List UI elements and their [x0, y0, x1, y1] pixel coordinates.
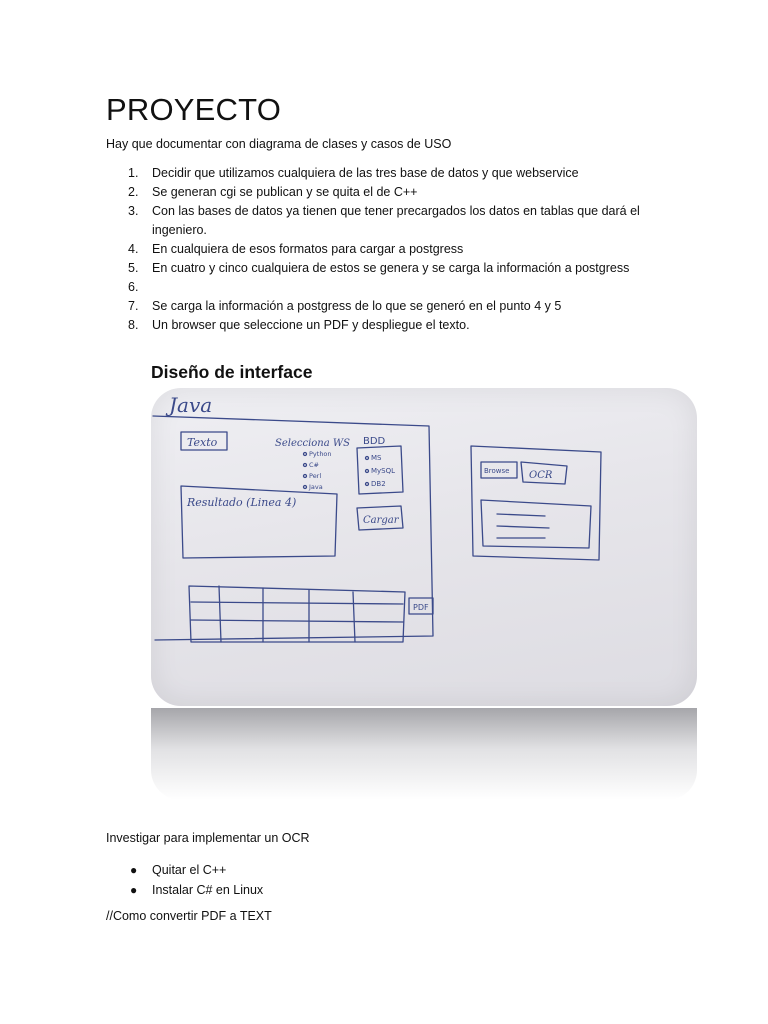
- list-item: [106, 202, 666, 240]
- sketch-java-label: Java: [169, 393, 213, 417]
- bullet-text: Quitar el C++: [152, 863, 227, 877]
- photo-reflection: [151, 708, 697, 800]
- sketch-ws-option: Perl: [309, 472, 322, 480]
- svg-text:Texto: Texto: [187, 436, 218, 449]
- list-number: 6.: [128, 280, 139, 294]
- list-number: 7.: [128, 299, 139, 313]
- list-item: [106, 259, 666, 278]
- list-number: 4.: [128, 242, 139, 256]
- list-number: 8.: [128, 318, 139, 332]
- list-text: [152, 280, 155, 294]
- bullet-list: [106, 860, 263, 900]
- sketch-ws-option: Python: [309, 450, 332, 458]
- list-item: [106, 240, 666, 259]
- list-item: [106, 316, 666, 335]
- svg-text:Browse: Browse: [484, 467, 510, 475]
- document-title: PROYECTO: [106, 92, 282, 127]
- sketch-bdd-label: BDD: [363, 436, 386, 447]
- list-item: [106, 297, 666, 316]
- svg-text:Cargar: Cargar: [363, 515, 399, 526]
- list-text: Con las bases de datos ya tienen que tener precargados los datos en tablas que dará el ingeniero.: [152, 204, 640, 237]
- list-text: Se generan cgi se publican y se quita el de C++: [152, 185, 418, 199]
- sketch-bdd-option: MS: [371, 454, 382, 462]
- section-heading: Diseño de interface: [151, 362, 313, 382]
- svg-text:OCR: OCR: [529, 470, 553, 481]
- list-text: Un browser que seleccione un PDF y despliegue el texto.: [152, 318, 470, 332]
- list-text: En cualquiera de esos formatos para cargar a postgress: [152, 242, 464, 256]
- list-text: Decidir que utilizamos cualquiera de las tres base de datos y que webservice: [152, 166, 579, 180]
- sketch-bdd-option: DB2: [371, 480, 386, 488]
- sketch-ws-label: Selecciona WS: [275, 438, 351, 449]
- svg-text:PDF: PDF: [413, 603, 429, 612]
- whiteboard-sketch: [151, 388, 697, 706]
- document-subtitle: Hay que documentar con diagrama de clases y casos de USO: [106, 137, 452, 151]
- comment-text: //Como convertir PDF a TEXT: [106, 909, 272, 923]
- list-text: Se carga la información a postgress de lo que se generó en el punto 4 y 5: [152, 299, 562, 313]
- list-item: [106, 183, 666, 202]
- sketch-table: [189, 586, 405, 642]
- list-number: 5.: [128, 261, 139, 275]
- list-text: En cuatro y cinco cualquiera de estos se genera y se carga la información a postgress: [152, 261, 630, 275]
- sketch-bdd-option: MySQL: [371, 467, 396, 475]
- bullet-item: [106, 880, 263, 900]
- bullet-icon: ●: [130, 863, 138, 877]
- list-item: [106, 278, 666, 297]
- sketch-ocr-text-area: [481, 500, 591, 548]
- whiteboard-photo: [151, 388, 697, 706]
- investigate-text: Investigar para implementar un OCR: [106, 831, 310, 845]
- bullet-icon: ●: [130, 883, 138, 897]
- steps-list: [106, 164, 666, 335]
- bullet-item: [106, 860, 263, 880]
- list-item: [106, 164, 666, 183]
- list-number: 2.: [128, 185, 139, 199]
- list-number: 3.: [128, 204, 139, 218]
- bullet-text: Instalar C# en Linux: [152, 883, 264, 897]
- sketch-result-label: Resultado (Linea 4): [187, 496, 297, 509]
- sketch-ws-option: Java: [309, 483, 323, 491]
- sketch-ws-option: C#: [309, 461, 319, 469]
- list-number: 1.: [128, 166, 139, 180]
